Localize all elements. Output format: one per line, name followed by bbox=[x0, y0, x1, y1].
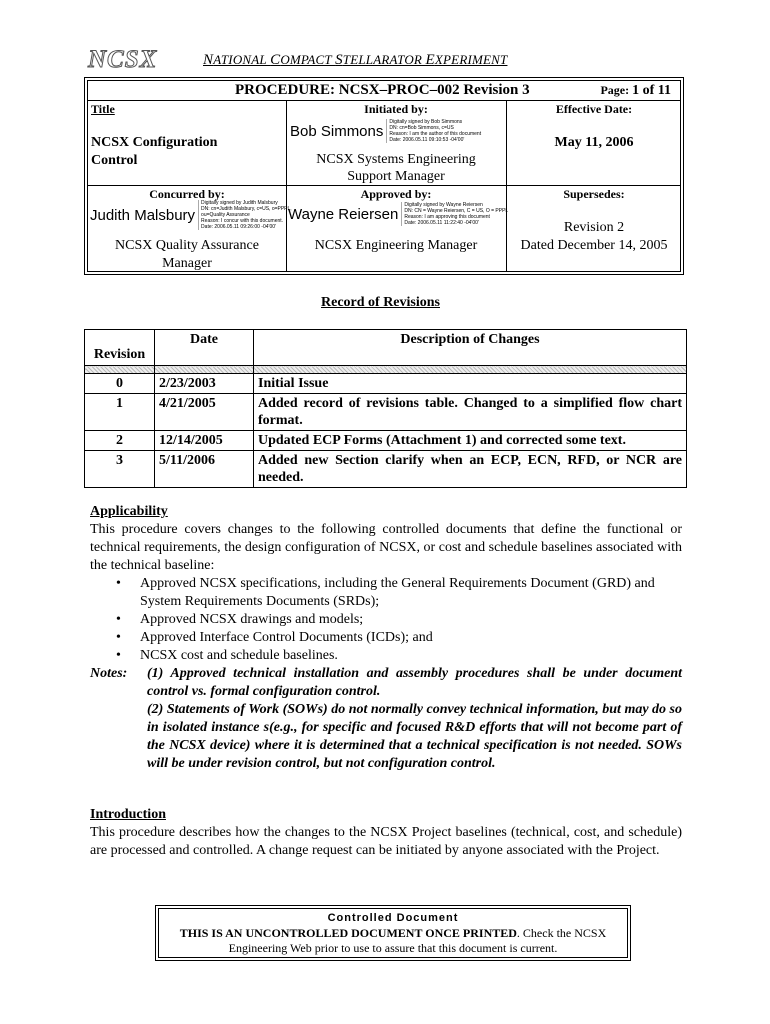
divider bbox=[88, 100, 680, 101]
document-title-line1: NCSX Configuration bbox=[91, 135, 218, 150]
approver-signature: Wayne Reiersen Digitally signed by Wayne Reiersen DN: CN = Wayne Reiersen, C = US, O = PPPL Reason: I am approving this document Date: 2006.05.11 11:22:40 -04'00' bbox=[288, 202, 509, 226]
controlled-document-footer bbox=[155, 905, 631, 961]
document-title-line2: Control bbox=[91, 153, 138, 168]
supersedes-revision: Revision 2 bbox=[563, 220, 625, 235]
revisions-heading: Record of Revisions bbox=[321, 295, 440, 310]
initiator-signature: Bob Simmons Digitally signed by Bob Simmons DN: cn=Bob Simmons, c=US Reason: I am the author of this document Date: 2006.05.11 09:10:53 -04'00' bbox=[290, 119, 482, 143]
title-label: Title bbox=[91, 102, 115, 116]
column-header-revision: Revision bbox=[85, 330, 155, 366]
concurrer-role-line1: NCSX Quality Assurance bbox=[115, 238, 259, 253]
note-1: (1) Approved technical installation and assembly procedures shall be under document control vs. formal configuration control. bbox=[147, 666, 682, 699]
table-row: 0 2/23/2003 Initial Issue bbox=[85, 374, 687, 394]
note-2: (2) Statements of Work (SOWs) do not normally convey technical information, but may do so in isolated instance s(e.g., for specific and focused R&D efforts that will not become part of the NCSX device) where it is determined that a technical specification is not needed. SOWs will be under revision control, but not configuration control. bbox=[147, 702, 683, 771]
page-header bbox=[88, 46, 682, 74]
supersedes-date: Dated December 14, 2005 bbox=[520, 238, 668, 253]
concurrer-signature: Judith Malsbury Digitally signed by Judith Malsbury DN: cn=Judith Malsbury, c=US, o=PPPL, ou=Quality Assurance Reason: I concur with this document. Date: 2006.05.11 09:26:00 -04'00' bbox=[90, 200, 292, 230]
list-item: • Approved Interface Control Documents (ICDs); and bbox=[116, 629, 682, 647]
table-row: 2 12/14/2005 Updated ECP Forms (Attachment 1) and corrected some text. bbox=[85, 431, 687, 451]
supersedes-label: Supersedes: bbox=[563, 187, 625, 201]
notes bbox=[90, 665, 682, 773]
column-header-date: Date bbox=[155, 330, 254, 366]
page-number: Page: 1 of 11 bbox=[600, 83, 671, 98]
approver-role: NCSX Engineering Manager bbox=[314, 238, 478, 253]
effective-date: May 11, 2006 bbox=[554, 135, 634, 150]
signature-details: Digitally signed by Judith Malsbury DN: cn=Judith Malsbury, c=US, o=PPPL, ou=Quality Assurance Reason: I concur with this document. Date: 2006.05.11 09:26:00 -04'00' bbox=[198, 200, 292, 230]
signature-details: Digitally signed by Wayne Reiersen DN: CN = Wayne Reiersen, C = US, O = PPPL Reason: I am approving this document Date: 2006.05.11 11:22:40 -04'00' bbox=[401, 202, 508, 226]
applicability-intro: This procedure covers changes to the following controlled documents that define the functional or technical requirements, the design configuration of NCSX, or cost and schedule baselines associated with the technical baseline: bbox=[90, 522, 682, 573]
approved-by-label: Approved by: bbox=[360, 187, 432, 201]
shaded-separator-row bbox=[85, 366, 687, 374]
revisions-table bbox=[84, 329, 687, 488]
applicability-list bbox=[116, 575, 682, 665]
table-row: 3 5/11/2006 Added new Section clarify when an ECP, ECN, RFD, or NCR are needed. bbox=[85, 451, 687, 488]
introduction-section bbox=[90, 806, 682, 860]
notes-label: Notes: bbox=[90, 666, 128, 681]
ncsx-logo: NCSX bbox=[88, 46, 158, 73]
table-row: 1 4/21/2005 Added record of revisions table. Changed to a simplified flow chart format. bbox=[85, 394, 687, 431]
organization-name: NATIONAL COMPACT STELLARATOR EXPERIMENT bbox=[203, 52, 508, 68]
concurred-by-label: Concurred by: bbox=[149, 187, 225, 201]
list-item: • Approved NCSX drawings and models; bbox=[116, 611, 682, 629]
procedure-title: PROCEDURE: NCSX–PROC–002 Revision 3 bbox=[235, 82, 530, 98]
initiator-role-line1: NCSX Systems Engineering bbox=[316, 152, 476, 167]
procedure-info-box bbox=[84, 77, 684, 275]
table-header-row bbox=[85, 330, 687, 366]
applicability-section bbox=[90, 503, 682, 773]
signature-details: Digitally signed by Bob Simmons DN: cn=Bob Simmons, c=US Reason: I am the author of this document Date: 2006.05.11 09:10:53 -04'00' bbox=[386, 119, 481, 143]
initiator-role-line2: Support Manager bbox=[347, 169, 445, 184]
introduction-heading: Introduction bbox=[90, 807, 166, 822]
list-item: • NCSX cost and schedule baselines. bbox=[116, 647, 682, 665]
footer-title: Controlled Document bbox=[327, 912, 459, 924]
initiated-by-label: Initiated by: bbox=[364, 102, 428, 116]
column-header-description: Description of Changes bbox=[254, 330, 687, 366]
concurrer-role-line2: Manager bbox=[162, 256, 212, 271]
applicability-heading: Applicability bbox=[90, 504, 168, 519]
introduction-text: This procedure describes how the changes to the NCSX Project baselines (technical, cost, and schedule) are processed and controlled. A change request can be initiated by anyone associated with the Project. bbox=[90, 825, 682, 858]
effective-date-label: Effective Date: bbox=[555, 102, 633, 116]
list-item: • Approved NCSX specifications, including the General Requirements Document (GRD) and System Requirements Documents (SRDs); bbox=[116, 575, 682, 611]
footer-text: THIS IS AN UNCONTROLLED DOCUMENT ONCE PRINTED. Check the NCSX Engineering Web prior to use to assure that this document is current. bbox=[179, 926, 607, 955]
